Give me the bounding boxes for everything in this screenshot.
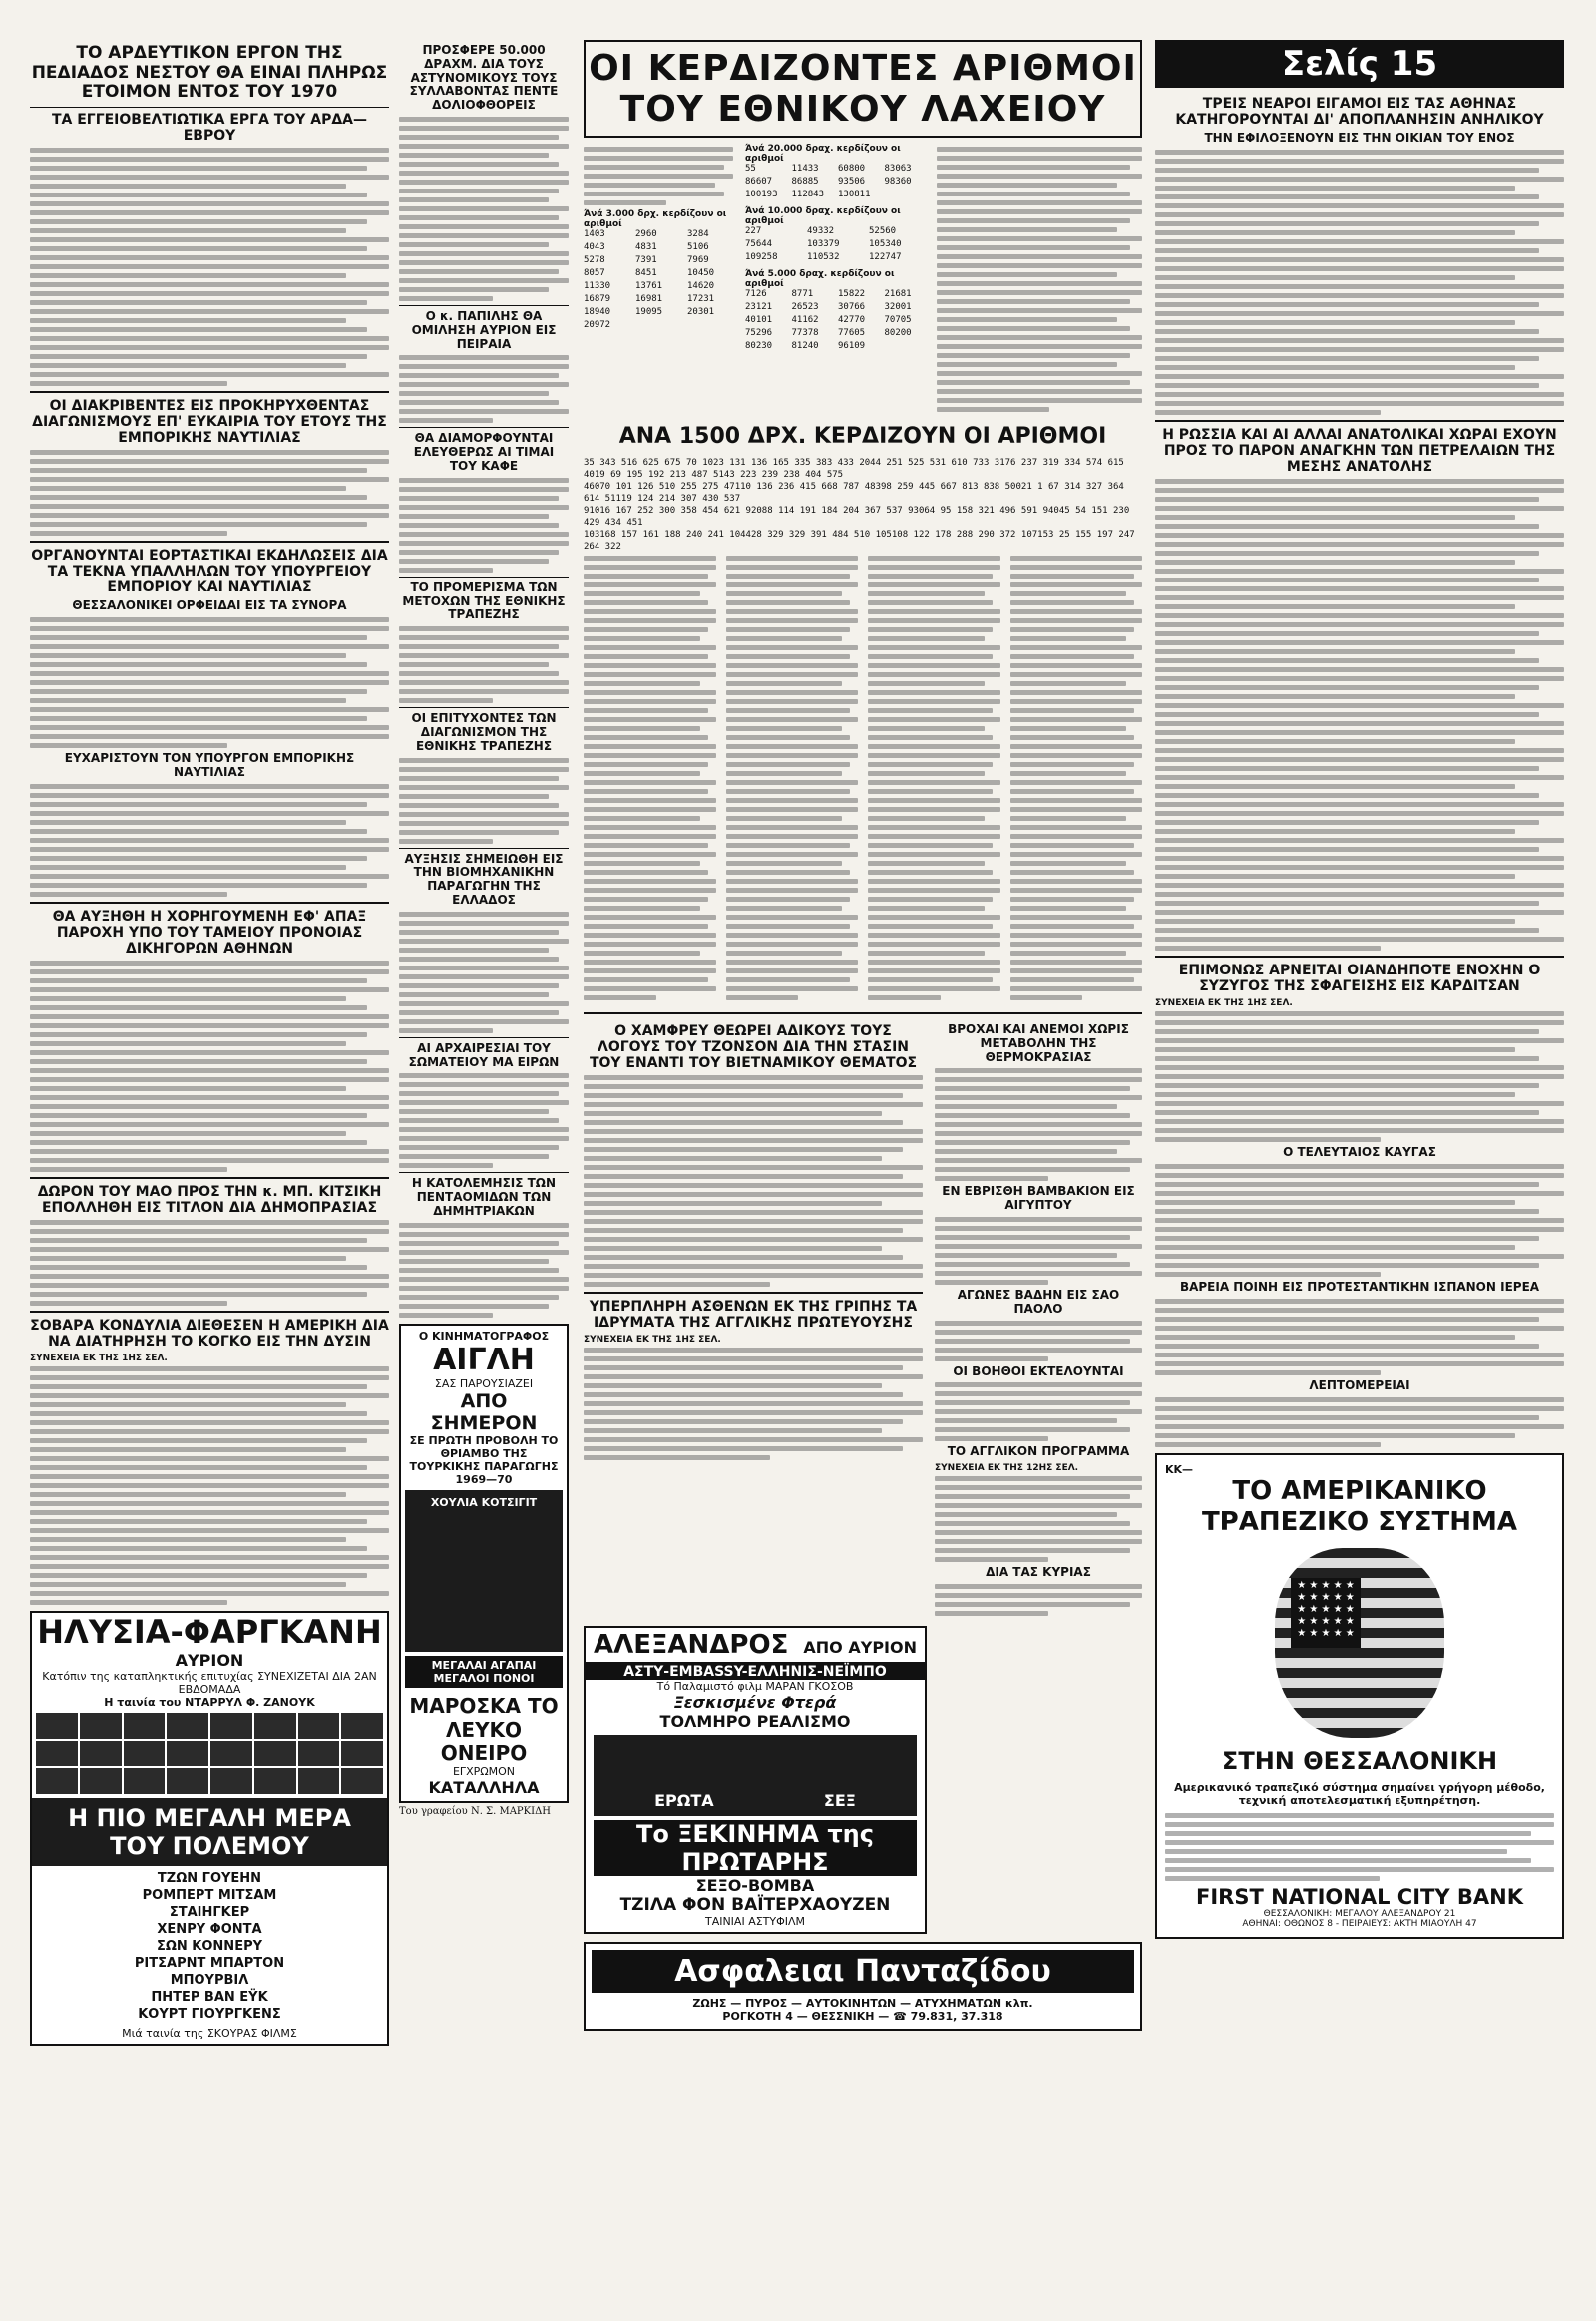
number-row: 46070 101 126 510 255 275 47110 136 236 415 668 787 48398 259 445 667 813 838 50021 1 67 314 327 364 614 51119 124 214 307 430 537 — [584, 482, 1124, 504]
article-body — [399, 758, 569, 844]
cast-name: ΠΗΤΕΡ ΒΑΝ ΕΫΚ — [151, 1990, 268, 2006]
column-3 — [584, 40, 1142, 2031]
lottery-number: 112843 — [791, 190, 825, 199]
lottery-number: 81240 — [791, 341, 819, 351]
prize-tier-label: Άνά 3.000 δρχ. κερδίζουν οι αριθμοί — [584, 209, 727, 229]
column-4 — [1155, 40, 1564, 1939]
number-row: 35 343 516 625 675 70 1023 131 136 165 335 383 433 2044 251 525 531 610 733 3176 237 319 334 574 615 4019 69 195 192 213 487 5143 223 239 238 404 575 — [584, 458, 1124, 480]
lottery-number: 60800 — [838, 164, 866, 174]
headline-weather: ΒΡΟΧΑΙ ΚΑΙ ΑΝΕΜΟΙ ΧΩΡΙΣ ΜΕΤΑΒΟΛΗΝ ΤΗΣ ΘΕΡΜΟΚΡΑΣΙΑΣ — [948, 1022, 1129, 1064]
lottery-number: 11330 — [584, 281, 611, 291]
lottery-number: 14620 — [687, 281, 715, 291]
prize-tier-numbers — [745, 226, 925, 263]
ad-insurance — [584, 1942, 1142, 2031]
ad-alex-film: Το ΞΕΚΙΝΗΜΑ της ΠΡΩΤΑΡΗΣ — [594, 1820, 917, 1876]
article-body — [399, 1073, 569, 1168]
ad-photo-grid — [32, 1709, 387, 1798]
article-body — [935, 1217, 1142, 1285]
number-row: 91016 167 252 300 358 454 621 92088 114 191 184 204 367 537 93064 95 158 321 496 591 94045 54 151 230 429 434 451 — [584, 506, 1130, 528]
headline-flu-london: ΥΠΕΡΠΛΗΡΗ ΑΣΘΕΝΩΝ ΕΚ ΤΗΣ ΓΡΙΠΗΣ ΤΑ ΙΔΡΥΜΑΤΑ ΤΗΣ ΑΓΓΛΙΚΗΣ ΠΡΩΤΕΥΟΥΣΗΣ — [589, 1299, 918, 1332]
ad-cinema-ilysia — [30, 1611, 389, 2046]
article-body — [1155, 479, 1564, 951]
article-body — [30, 1220, 389, 1306]
lottery-number: 21681 — [884, 289, 912, 299]
ad-alex-star: ΤΖΙΛΑ ΦΟΝ ΒΑΪΤΕΡΧΑΟΥΖΕΝ — [619, 1894, 891, 1915]
subhead-thessaloniki: ΘΕΣΣΑΛΟΝΙΚΕΙ ΟΡΦΕΙΔΑΙ ΕΙΣ ΤΑ ΣΥΝΟΡΑ — [72, 598, 347, 613]
ad-aigli-photo — [405, 1490, 563, 1652]
lottery-number: 55 — [745, 164, 756, 174]
lottery-1500-headline: ΑΝΑ 1500 ΔΡΧ. ΚΕΡΔΙΖΟΥΝ ΟΙ ΑΡΙΘΜΟΙ — [618, 424, 1107, 449]
cast-name: ΣΤΑΙΗΓΚΕΡ — [169, 1905, 250, 1921]
headline-english-program: ΤΟ ΑΓΓΛΙΚΟΝ ΠΡΟΓΡΑΜΜΑ — [947, 1444, 1130, 1459]
ad-bank-title: ΤΟ ΑΜΕΡΙΚΑΝΙΚΟ ΤΡΑΠΕΖΙΚΟ ΣΥΣΤΗΜΑ — [1201, 1475, 1518, 1538]
lottery-number: 8057 — [584, 268, 605, 278]
article-body — [584, 1348, 923, 1460]
lottery-number: 83063 — [884, 164, 912, 174]
prize-tier-label: Άνά 20.000 δραχ. κερδίζουν οι αριθμοί — [745, 144, 901, 164]
ad-aigli-sub: ΣΕ ΠΡΩΤΗ ΠΡΟΒΟΛΗ ΤΟ ΘΡΙΑΜΒΟ ΤΗΣ ΤΟΥΡΚΙΚΗΣ ΠΑΡΑΓΩΓΗΣ 1969—70 — [409, 1433, 559, 1486]
headline-assistants: ΟΙ ΒΟΗΘΟΙ ΕΚΤΕΛΟΥΝΤΑΙ — [953, 1363, 1124, 1378]
lottery-number: 4043 — [584, 242, 605, 252]
lottery-number: 23121 — [745, 302, 773, 312]
lottery-number: 227 — [745, 226, 762, 236]
ad-film-title: Η ΠΙΟ ΜΕΓΑΛΗ ΜΕΡΑ ΤΟΥ ΠΟΛΕΜΟΥ — [68, 1804, 351, 1861]
continuation-label: ΣΥΝΕΧΕΙΑ ΕΚ ΤΗΣ 1ΗΣ ΣΕΛ. — [584, 1335, 721, 1346]
lottery-number: 100193 — [745, 190, 778, 199]
lottery-number: 20301 — [687, 307, 715, 317]
lottery-number: 16879 — [584, 294, 611, 304]
prize-tier-numbers — [745, 164, 925, 200]
cast-name: ΧΕΝΡΥ ΦΟΝΤΑ — [157, 1922, 262, 1938]
headline-three-youths: ΤΡΕΙΣ ΝΕΑΡΟΙ ΕΙΓΑΜΟΙ ΕΙΣ ΤΑΣ ΑΘΗΝΑΣ ΚΑΤΗΓΟΡΟΥΝΤΑΙ ΔΙ' ΑΠΟΠΛΑΝΗΣΙΝ ΑΝΗΛΙΚΟΥ — [1175, 96, 1544, 129]
headline-details: ΛΕΠΤΟΜΕΡΕΙΑΙ — [1309, 1378, 1410, 1393]
article-body — [399, 912, 569, 1033]
ad-insurance-line1: ΖΩΗΣ — ΠΥΡΟΣ — ΑΥΤΟΚΙΝΗΤΩΝ — ΑΤΥΧΗΜΑΤΩΝ κλπ. — [692, 1996, 1033, 2010]
lottery-number: 2960 — [635, 229, 657, 239]
lottery-number: 130811 — [838, 190, 871, 199]
headline-bank-contests: ΟΙ ΕΠΙΤΥΧΟΝΤΕΣ ΤΩΝ ΔΙΑΓΩΝΙΣΜΟΝ ΤΗΣ ΕΘΝΙΚΗΣ ΤΡΑΠΕΖΗΣ — [411, 711, 557, 753]
lottery-number: 4831 — [635, 242, 657, 252]
headline-nestos: ΤΟ ΑΡΔΕΥΤΙΚΟΝ ΕΡΓΟΝ ΤΗΣ ΠΕΔΙΑΔΟΣ ΝΕΣΤΟΥ ΘΑ ΕΙΝΑΙ ΠΛΗΡΩΣ ΕΤΟΙΜΟΝ ΕΝΤΟΣ ΤΟΥ 1970 — [31, 43, 388, 103]
headline-lawyers-fund: ΘΑ ΑΥΞΗΘΗ Η ΧΟΡΗΓΟΥΜΕΝΗ ΕΦ' ΑΠΑΞ ΠΑΡΟΧΗ ΥΠΟ ΤΟΥ ΤΑΜΕΙΟΥ ΠΡΟΝΟΙΑΣ ΔΙΚΗΓΟΡΩΝ ΑΘΗΝΩΝ — [52, 908, 367, 957]
prize-tier-label: Άνά 10.000 δραχ. κερδίζουν οι αριθμοί — [745, 206, 901, 226]
article-body — [399, 117, 569, 301]
ad-bank-tagline: Αμερικανικό τραπεζικό σύστημα σημαίνει γρήγορη μέθοδο, τεχνική αποτελεσματική εξυπηρέτηση. — [1174, 1781, 1545, 1808]
headline-union: ΑΙ ΑΡΧΑΙΡΕΣΙΑΙ ΤΟΥ ΣΩΜΑΤΕΙΟΥ ΜΑ ΕΙΡΩΝ — [408, 1040, 560, 1069]
ad-insurance-line2: ΡΟΓΚΟΤΗ 4 — ΘΕΣΣΝΙΚΗ — ☎ 79.831, 37.318 — [722, 2009, 1003, 2023]
lottery-number: 77378 — [791, 328, 819, 338]
lottery-number: 77605 — [838, 328, 866, 338]
lottery-number: 13761 — [635, 281, 663, 291]
lottery-number: 80200 — [884, 328, 912, 338]
lottery-number: 103379 — [807, 239, 840, 249]
article-body — [399, 1223, 569, 1318]
lottery-number: 70705 — [884, 315, 912, 325]
headline-spanish-priest: ΒΑΡΕΙΑ ΠΟΙΝΗ ΕΙΣ ΠΡΟΤΕΣΤΑΝΤΙΚΗΝ ΙΣΠΑΝΟΝ ΙΕΡΕΑ — [1179, 1280, 1540, 1295]
lottery-number: 15822 — [838, 289, 866, 299]
headline-sao-paolo: ΑΓΩΝΕΣ ΒΑΔΗΝ ΕΙΣ ΣΑΟ ΠΑΟΛΟ — [957, 1287, 1120, 1316]
ad-bank-city: ΣΤΗΝ ΘΕΣΣΑΛΟΝΙΚΗ — [1221, 1747, 1498, 1776]
article-body — [1155, 1299, 1564, 1375]
subhead-hosting: ΤΗΝ ΕΦΙΛΟΞΕΝΟΥΝ ΕΙΣ ΤΗΝ ΟΙΚΙΑΝ ΤΟΥ ΕΝΟΣ — [1204, 131, 1515, 146]
article-body — [935, 1321, 1142, 1361]
page-number: Σελίς 15 — [1155, 40, 1564, 88]
lottery-number: 109258 — [745, 252, 778, 262]
ad-alex-line2: Ξεσκισμένε Φτερά — [673, 1692, 837, 1712]
article-body — [935, 1382, 1142, 1441]
article-body — [935, 1584, 1142, 1616]
lottery-number: 86885 — [791, 177, 819, 187]
ad-alex-chain: ΑΣΤΥ-EMBASSY-ΕΛΛΗΝΙΣ-ΝΕΪΜΠΟ — [586, 1664, 925, 1680]
lottery-number: 17231 — [687, 294, 715, 304]
column-2 — [399, 40, 569, 1817]
lottery-number: 93506 — [838, 177, 866, 187]
ad-bank-name: FIRST NATIONAL CITY BANK — [1196, 1885, 1523, 1910]
cast-name: ΡΙΤΣΑΡΝΤ ΜΠΑΡΤΟΝ — [134, 1956, 285, 1972]
lottery-number: 5106 — [687, 242, 709, 252]
ad-alex-line1: Τό Παλαμιστό φιλμ ΜΑΡΑΝ ΓΚΟΣΟΒ — [656, 1679, 854, 1693]
cast-name: ΜΠΟΥΡΒΙΛ — [170, 1973, 249, 1989]
headline-last-quarrel: Ο ΤΕΛΕΥΤΑΙΟΣ ΚΑΥΓΑΣ — [1283, 1145, 1436, 1160]
ad-aigli-film: ΜΑΡΟΣΚΑ ΤΟ ΛΕΥΚΟ ΟΝΕΙΡΟ — [409, 1693, 559, 1765]
headline-russia-oil: Η ΡΩΣΣΙΑ ΚΑΙ ΑΙ ΑΛΛΑΙ ΑΝΑΤΟΛΙΚΑΙ ΧΩΡΑΙ ΕΧΟΥΝ ΠΡΟΣ ΤΟ ΠΑΡΟΝ ΑΝΑΓΚΗΝ ΤΩΝ ΠΕΤΡΕΛΑΙΩΝ ΤΗΣ ΜΕΣΗΣ ΑΝΑΤΟΛΗΣ — [1162, 426, 1557, 476]
headline-coffee: ΘΑ ΔΙΑΜΟΡΦΟΥΝΤΑΙ ΕΛΕΥΘΕΡΩΣ ΑΙ ΤΙΜΑΙ ΤΟΥ ΚΑΦΕ — [413, 431, 555, 473]
lottery-title: ΟΙ ΚΕΡΔΙΖΟΝΤΕΣ ΑΡΙΘΜΟΙ ΤΟΥ ΕΘΝΙΚΟΥ ΛΑΧΕΙΟΥ — [584, 40, 1142, 138]
article-body — [399, 355, 569, 423]
cast-name: ΚΟΥΡΤ ΓΙΟΥΡΓΚΕΝΣ — [138, 2007, 281, 2023]
cast-name: ΣΩΝ ΚΟΝΝΕΡΥ — [156, 1939, 263, 1955]
lottery-number: 20972 — [584, 320, 611, 330]
headline-mao-gift: ΔΩΡΟΝ ΤΟΥ ΜΑΟ ΠΡΟΣ ΤΗΝ κ. ΜΠ. ΚΙΤΣΙΚΗ ΕΠΟΛΛΗΘΗ ΕΙΣ ΤΙΤΛΟΝ ΔΙΑ ΔΗΜΟΠΡΑΣΙΑΣ — [37, 1184, 382, 1217]
ad-cinema-aigli — [399, 1324, 569, 1803]
lottery-number: 86607 — [745, 177, 773, 187]
article-body — [935, 1068, 1142, 1181]
headline-naval-contests: ΟΙ ΔΙΑΚΡΙΒΕΝΤΕΣ ΕΙΣ ΠΡΟΚΗΡΥΧΘΕΝΤΑΣ ΔΙΑΓΩΝΙΣΜΟΥΣ ΕΠ' ΕΥΚΑΙΡΙΑ ΤΟΥ ΕΤΟΥΣ ΤΗΣ ΕΜΠΟΡΙΚΗΣ ΝΑΥΤΙΛΙΑΣ — [32, 397, 387, 447]
lottery-number: 32001 — [884, 302, 912, 312]
lottery-number: 105340 — [869, 239, 902, 249]
ad-aigli-name: ΑΙΓΛΗ — [433, 1342, 535, 1377]
lottery-number: 7126 — [745, 289, 767, 299]
article-body — [30, 784, 389, 897]
lottery-number: 98360 — [884, 177, 912, 187]
ad-alex-name: ΑΛΕΞΑΝΔΡΟΣ — [594, 1629, 789, 1660]
lottery-number: 30766 — [838, 302, 866, 312]
headline-congo: ΣΟΒΑΡΑ ΚΟΝΔΥΛΙΑ ΔΙΕΘΕΣΕΝ Η ΑΜΕΡΙΚΗ ΔΙΑ ΝΑ ΔΙΑΤΗΡΗΣΗ ΤΟ ΚΟΓΚΟ ΕΙΣ ΤΗΝ ΔΥΣΙΝ — [30, 1318, 389, 1351]
headline-reward: ΠΡΟΣΦΕΡΕ 50.000 ΔΡΑΧΜ. ΔΙΑ ΤΟΥΣ ΑΣΤΥΝΟΜΙΚΟΥΣ ΤΟΥΣ ΣΥΛΛΑΒΟΝΤΑΣ ΠΕΝΤΕ ΔΟΛΙΟΦΘΟΡΕΙΣ — [409, 43, 559, 113]
number-row: 103168 157 161 188 240 241 104428 329 329 391 484 510 105108 122 178 288 290 372 107153 25 155 197 247 264 322 — [584, 530, 1135, 552]
article-body — [30, 961, 389, 1172]
lottery-number-rows — [584, 457, 1142, 553]
number-columns — [937, 147, 1142, 412]
number-column-block — [726, 556, 859, 1004]
ad-aigli-from: ΑΠΟ ΣΗΜΕΡΟΝ — [430, 1389, 538, 1434]
lottery-number: 75296 — [745, 328, 773, 338]
headline-grain: Η ΚΑΤΟΛΕΜΗΣΙΣ ΤΩΝ ΠΕΝΤΑΟΜΙΔΩΝ ΤΩΝ ΔΗΜΗΤΡΙΑΚΩΝ — [411, 1176, 557, 1218]
lottery-number: 7391 — [635, 255, 657, 265]
lottery-number: 40101 — [745, 315, 773, 325]
headline-cotton: ΕΝ ΕΒΡΙΣΘΗ ΒΑΜΒΑΚΙΟΝ ΕΙΣ ΑΙΓΥΠΤΟΥ — [942, 1184, 1135, 1213]
lottery-number: 26523 — [791, 302, 819, 312]
article-body — [1155, 1011, 1564, 1142]
column-1 — [30, 40, 389, 2046]
ad-cinema-alexandros — [584, 1626, 927, 1934]
article-body — [399, 478, 569, 573]
article-body — [30, 450, 389, 536]
lottery-number: 52560 — [869, 226, 897, 236]
headline-karditsa: ΕΠΙΜΟΝΩΣ ΑΡΝΕΙΤΑΙ ΟΙΑΝΔΗΠΟΤΕ ΕΝΟΧΗΝ Ο ΣΥΖΥΓΟΣ ΤΗΣ ΣΦΑΓΕΙΣΗΣ ΕΙΣ ΚΑΡΔΙΤΣΑΝ — [1178, 963, 1541, 995]
prize-tier-numbers — [584, 229, 733, 331]
subhead-arda-evros: ΤΑ ΕΓΓΕΙΟΒΕΛΤΙΩΤΙΚΑ ΕΡΓΑ ΤΟΥ ΑΡΔΑ—ΕΒΡΟΥ — [51, 111, 368, 144]
ad-aigli-tag: ΜΕΓΑΛΑΙ ΑΓΑΠΑΙ ΜΕΓΑΛΟΙ ΠΟΝΟΙ — [405, 1656, 563, 1688]
ad-cinema-note: Κατόπιν της καταπληκτικής επιτυχίας ΣΥΝΕΧΙΖΕΤΑΙ ΔΙΑ 2ΑΝ ΕΒΔΟΜΑΔΑ — [42, 1670, 377, 1697]
star-field: ★ ★ ★ ★ ★ ★ ★ ★ ★ ★ ★ ★ ★ ★ ★ ★ ★ ★ ★ ★ ★ ★ ★ ★ ★ — [1291, 1578, 1361, 1648]
ad-insurance-title: Ασφαλειαι Πανταζίδου — [592, 1950, 1134, 1993]
ad-bank-kicker: ΚΚ— — [1165, 1462, 1194, 1476]
flag-urn-illustration — [1275, 1548, 1444, 1738]
lottery-number: 80230 — [745, 341, 773, 351]
headline-humphrey: Ο ΧΑΜΦΡΕΥ ΘΕΩΡΕΙ ΑΔΙΚΟΥΣ ΤΟΥΣ ΛΟΓΟΥΣ ΤΟΥ ΤΖΟΝΣΟΝ ΔΙΑ ΤΗΝ ΣΤΑΣΙΝ ΤΟΥ ΕΝΑΝΤΙ ΤΟΥ ΒΙΕΤΝΑΜΙΚΟΥ ΘΕΜΑΤΟΣ — [589, 1023, 918, 1072]
ad-aigli-office: Του γραφείου Ν. Σ. ΜΑΡΚΙΔΗ — [399, 1805, 552, 1817]
ad-bank-addr2: ΑΘΗΝΑΙ: ΟΘΩΝΟΣ 8 - ΠΕΙΡΑΙΕΥΣ: ΑΚΤΗ ΜΙΑΟΥΛΗ 47 — [1242, 1919, 1477, 1930]
ad-alex-line3: ΤΟΛΜΗΡΟ ΡΕΑΛΙΣΜΟ — [659, 1711, 851, 1731]
lottery-number: 49332 — [807, 226, 835, 236]
article-body — [30, 148, 389, 386]
lottery-number: 8771 — [791, 289, 814, 299]
headline-papilis: Ο κ. ΠΑΠΙΛΗΣ ΘΑ ΟΜΙΛΗΣΗ ΑΥΡΙΟΝ ΕΙΣ ΠΕΙΡΑΙΑ — [411, 308, 557, 351]
lottery-intro-text — [584, 147, 733, 205]
lottery-number: 96109 — [838, 341, 866, 351]
ad-cinema-director: Η ταινία του ΝΤΑΡΡΥΛ Φ. ΖΑΝΟΥΚ — [104, 1696, 315, 1710]
article-body — [1155, 1397, 1564, 1447]
ad-alex-sex: ΣΕΞ — [823, 1790, 856, 1810]
ad-film-title-block — [32, 1798, 387, 1866]
headline-ladies: ΔΙΑ ΤΑΣ ΚΥΡΙΑΣ — [986, 1565, 1091, 1580]
ad-bank-addr1: ΘΕΣΣΑΛΟΝΙΚΗ: ΜΕΓΑΛΟΥ ΑΛΕΞΑΝΔΡΟΥ 21 — [1263, 1909, 1456, 1920]
article-body — [399, 626, 569, 703]
headline-dividend: ΤΟ ΠΡΟΜΕΡΙΣΜΑ ΤΩΝ ΜΕΤΟΧΩΝ ΤΗΣ ΕΘΝΙΚΗΣ ΤΡΑΠΕΖΗΣ — [402, 580, 566, 622]
lottery-number: 5278 — [584, 255, 605, 265]
ad-aigli-presents: ΣΑΣ ΠΑΡΟΥΣΙΑΖΕΙ — [434, 1376, 534, 1390]
number-column-block — [584, 556, 716, 1004]
lottery-number: 1403 — [584, 229, 605, 239]
lottery-number: 8451 — [635, 268, 657, 278]
headline-industry: ΑΥΞΗΣΙΣ ΣΗΜΕΙΩΘΗ ΕΙΣ ΤΗΝ ΒΙΟΜΗΧΑΝΙΚΗΝ ΠΑΡΑΓΩΓΗΝ ΤΗΣ ΕΛΛΑΔΟΣ — [404, 851, 564, 907]
lottery-number: 42770 — [838, 315, 866, 325]
prize-tier-numbers — [745, 289, 925, 352]
article-body — [584, 1075, 923, 1287]
article-body — [30, 1366, 389, 1605]
article-body — [935, 1476, 1142, 1562]
continuation-label: ΣΥΝΕΧΕΙΑ ΕΚ ΤΗΣ 1ΗΣ ΣΕΛ. — [1155, 998, 1293, 1009]
cast-name: ΤΖΩΝ ΓΟΥΕΗΝ — [157, 1871, 262, 1887]
lottery-number: 110532 — [807, 252, 840, 262]
article-body — [30, 617, 389, 748]
lottery-number: 3284 — [687, 229, 709, 239]
number-column-block — [1010, 556, 1143, 1004]
lottery-number: 18940 — [584, 307, 611, 317]
number-column-block — [868, 556, 1000, 1004]
ad-aigli-label: Ο ΚΙΝΗΜΑΤΟΓΡΑΦΟΣ — [418, 1329, 550, 1343]
lottery-number: 11433 — [791, 164, 819, 174]
lottery-number: 10450 — [687, 268, 715, 278]
article-body — [1155, 150, 1564, 415]
headline-thanks-minister: ΕΥΧΑΡΙΣΤΟΥΝ ΤΟΝ ΥΠΟΥΡΓΟΝ ΕΜΠΟΡΙΚΗΣ ΝΑΥΤΙΛΙΑΣ — [64, 751, 355, 779]
ad-bank-body — [1165, 1813, 1554, 1881]
ad-alex-from: ΑΠΟ ΑΥΡΙΟΝ — [803, 1637, 917, 1657]
lottery-number: 122747 — [869, 252, 902, 262]
ad-cinema-title: ΗΛΥΣΙΑ-ΦΑΡΓΚΑΝΗ — [37, 1613, 382, 1652]
prize-tier-label: Άνά 5.000 δραχ. κερδίζουν οι αριθμοί — [745, 269, 895, 289]
ad-alex-photo — [594, 1735, 917, 1816]
ad-aigli-star: ΧΟΥΛΙΑ ΚΟΤΣΙΓΙΤ — [430, 1495, 538, 1509]
ad-alex-bomb: ΣΕΞΟ-ΒΟΜΒΑ — [695, 1875, 815, 1895]
lottery-number: 41162 — [791, 315, 819, 325]
ad-cinema-footer: Μιά ταινία της ΣΚΟΥΡΑΣ ΦΙΛΜΣ — [122, 2027, 297, 2041]
ad-cast-list — [32, 1866, 387, 2027]
continuation-label: ΣΥΝΕΧΕΙΑ ΕΚ ΤΗΣ 12ΗΣ ΣΕΛ. — [935, 1463, 1079, 1474]
ad-cinema-when: ΑΥΡΙΟΝ — [175, 1651, 244, 1671]
lottery-number: 16981 — [635, 294, 663, 304]
ad-aigli-foot: ΚΑΤΑΛΛΗΛΑ — [428, 1777, 540, 1797]
ad-aigli-color: ΕΓΧΡΩΜΟΝ — [452, 1764, 516, 1778]
lottery-number: 19095 — [635, 307, 663, 317]
article-body — [1155, 1164, 1564, 1277]
ad-alex-foot: ΤΑΙΝΙΑΙ ΑΣΤΥΦΙΛΜ — [704, 1914, 806, 1928]
headline-festivities: ΟΡΓΑΝΟΥΝΤΑΙ ΕΟΡΤΑΣΤΙΚΑΙ ΕΚΔΗΛΩΣΕΙΣ ΔΙΑ ΤΑ ΤΕΚΝΑ ΥΠΑΛΛΗΛΩΝ ΤΟΥ ΥΠΟΥΡΓΕΙΟΥ ΕΜΠΟΡΙΟΥ ΚΑΙ ΝΑΥΤΙΛΙΑΣ — [31, 548, 388, 596]
lottery-number: 75644 — [745, 239, 773, 249]
lottery-number: 7969 — [687, 255, 709, 265]
ad-alex-love: ΕΡΩΤΑ — [654, 1790, 714, 1810]
cast-name: ΡΟΜΠΕΡΤ ΜΙΤΣΑΜ — [142, 1888, 277, 1904]
ad-bank — [1155, 1453, 1564, 1939]
continuation-label: ΣΥΝΕΧΕΙΑ ΕΚ ΤΗΣ 1ΗΣ ΣΕΛ. — [30, 1354, 168, 1364]
